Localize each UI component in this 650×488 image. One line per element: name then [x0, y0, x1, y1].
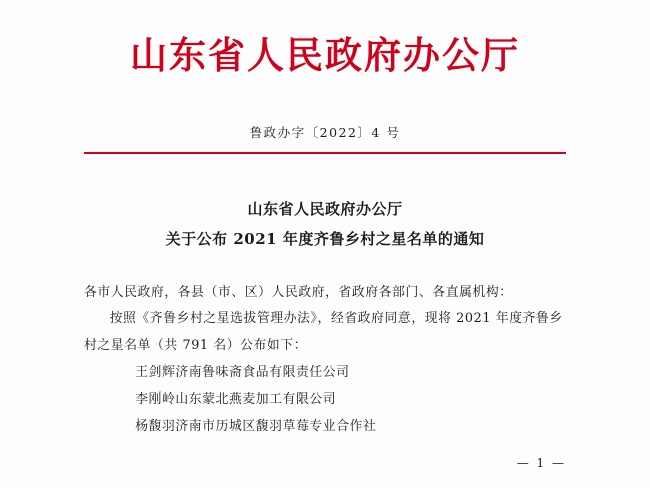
title-line-2: 关于公布 2021 年度齐鲁乡村之星名单的通知 — [165, 229, 485, 248]
list-item — [84, 387, 566, 414]
list-item — [84, 360, 566, 387]
entry-org: 济南鲁味斋食品有限责任公司 — [175, 365, 350, 381]
red-divider-rule — [84, 152, 566, 154]
intro-paragraph: 按照《齐鲁乡村之星选拔管理办法》，经省政府同意，现将 2021 年度齐鲁乡村之星名单（共 791 名）公布如下： — [84, 311, 563, 354]
entry-name: 杨馥羽 — [135, 418, 176, 434]
list-item — [84, 414, 566, 441]
entry-org: 济南市历城区馥羽草莓专业合作社 — [175, 418, 377, 434]
document-number: 鲁政办字〔2022〕4 号 — [249, 124, 401, 140]
document-body — [84, 280, 566, 441]
document-title — [84, 194, 566, 254]
entry-org: 山东蒙北燕麦加工有限公司 — [175, 391, 337, 407]
title-line-1: 山东省人民政府办公厅 — [247, 199, 403, 218]
page-number: — 1 — — [516, 456, 566, 470]
addressee-paragraph: 各市人民政府，各县（市、区）人民政府，省政府各部门、各直属机构： — [84, 284, 513, 300]
entry-name: 王剑辉 — [135, 365, 176, 381]
entry-name: 李刚岭 — [135, 391, 176, 407]
document-masthead: 山东省人民政府办公厅 — [130, 33, 520, 77]
